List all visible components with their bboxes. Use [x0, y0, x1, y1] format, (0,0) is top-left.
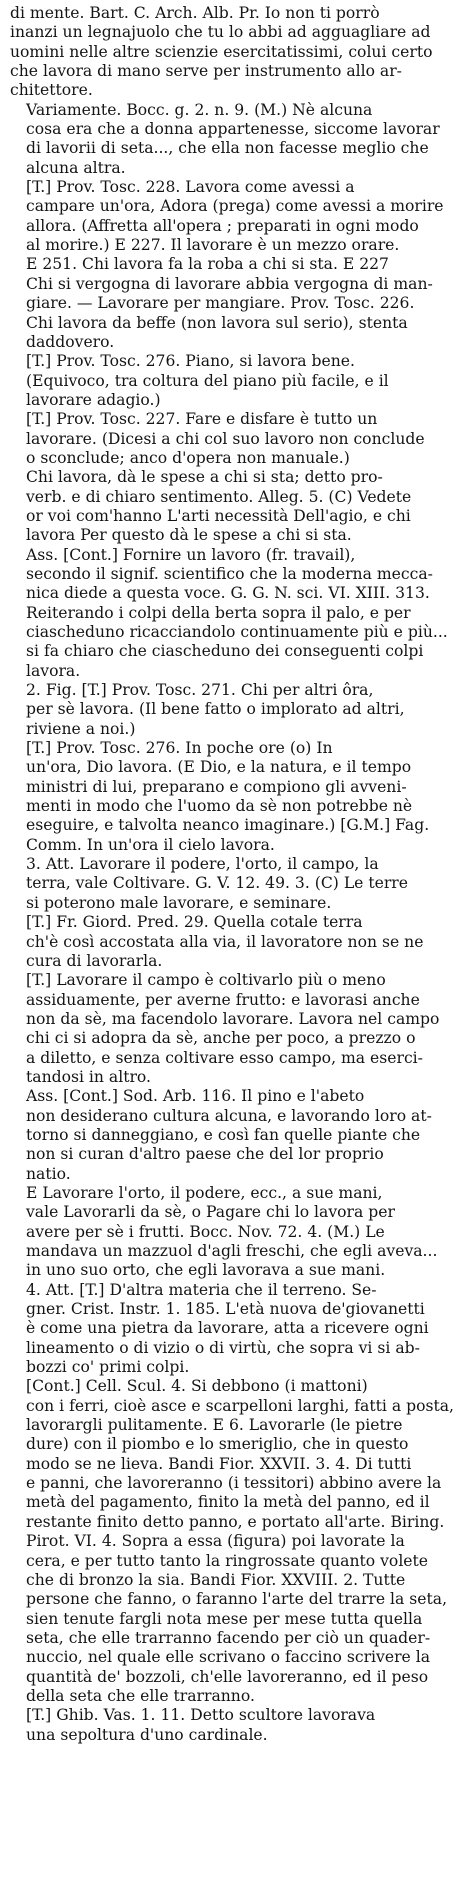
text-line: Chi lavora da beffe (non lavora sul serio), stenta	[26, 313, 408, 332]
text-line: campare un'ora, Adora (prega) come avessi a morire	[26, 197, 444, 216]
text-line: E 251. Chi lavora fa la roba a chi si sta. E 227	[26, 255, 389, 274]
text-line: lavora Per questo dà le spese a chi si sta.	[26, 526, 352, 545]
text-line: gner. Crist. Instr. 1. 185. L'età nuova de'giovanetti	[26, 1300, 425, 1319]
text-line: Reiterando i colpi della berta sopra il palo, e per	[26, 603, 411, 622]
dictionary-paragraph	[10, 178, 462, 352]
text-line: non da sè, ma facendolo lavorare. Lavora nel campo	[26, 1009, 440, 1028]
dictionary-paragraph	[10, 352, 462, 410]
text-line: che lavora di mano serve per instrumento allo ar-	[10, 62, 402, 81]
text-line: menti in modo che l'uomo da sè non potrebbe nè	[26, 797, 413, 816]
dictionary-paragraph	[10, 468, 462, 545]
text-line: mandava un mazzuol d'agli freschi, che egli aveva...	[26, 1242, 438, 1260]
text-line: a diletto, e senza coltivare esso campo, ma eserci-	[26, 1048, 423, 1067]
text-line: è come una pietra da lavorare, atta a ricevere ogni	[26, 1319, 429, 1338]
text-line: chi ci si adopra da sè, anche per poco, a prezzo o	[26, 1029, 416, 1048]
text-line: assiduamente, per averne frutto: e lavorasi anche	[26, 990, 420, 1009]
text-line: sien tenute fargli nota mese per mese tutta quella	[26, 1609, 423, 1628]
text-line: seta, che elle trarranno facendo per ciò un quader-	[26, 1628, 431, 1647]
text-line: non si curan d'altro paese che del lor proprio	[26, 1145, 384, 1164]
text-line: ch'è così accostata alla via, il lavoratore non se ne	[26, 932, 424, 951]
text-line: allora. (Affretta all'opera ; preparati in ogni modo	[26, 216, 419, 235]
text-line: or voi com'hanno L'arti necessità Dell'agio, e chi	[26, 506, 411, 525]
text-line: in uno suo orto, che egli lavorava a sue mani.	[26, 1261, 386, 1280]
text-line: Pirot. VI. 4. Sopra a essa (figura) poi lavorate la	[26, 1532, 405, 1551]
dictionary-paragraph	[10, 4, 462, 101]
text-line: [T.] Lavorare il campo è coltivarlo più o meno	[26, 971, 386, 990]
text-line: lavorargli pulitamente. E 6. Lavorarle (le pietre	[26, 1416, 403, 1435]
text-line: secondo il signif. scientifico che la moderna mecca-	[26, 564, 433, 583]
text-line: ministri di lui, preparano e compiono gli avveni-	[26, 777, 407, 796]
text-line: terra, vale Coltivare. G. V. 12. 49. 3. (C) Le terre	[26, 874, 408, 893]
text-line: 4. Att. [T.] D'altra materia che il terreno. Se-	[26, 1280, 377, 1299]
dictionary-paragraph	[10, 1087, 462, 1184]
text-line: al morire.) E 227. Il lavorare è un mezzo orare.	[26, 236, 400, 255]
text-line: [Cont.] Cell. Scul. 4. Si debbono (i mattoni)	[26, 1377, 368, 1396]
text-line: [T.] Prov. Tosc. 228. Lavora come avessi a	[26, 178, 355, 197]
text-line: per sè lavora. (Il bene fatto o implorato ad altri,	[26, 700, 405, 719]
text-line: eseguire, e talvolta neanco imaginare.) [G.M.] Fag.	[26, 816, 430, 835]
text-line: lavorare. (Dicesi a chi col suo lavoro non conclude	[26, 429, 425, 448]
text-line: nuccio, nel quale elle scrivano o faccino scrivere la	[26, 1648, 431, 1667]
text-line: natio.	[26, 1164, 71, 1183]
dictionary-paragraph	[10, 1281, 462, 1378]
text-line: 2. Fig. [T.] Prov. Tosc. 271. Chi per altri ôra,	[26, 681, 374, 700]
text-line: torno si danneggiano, e così fan quelle piante che	[26, 1125, 421, 1144]
text-line: verb. e di chiaro sentimento. Alleg. 5. (C) Vedete	[26, 487, 412, 506]
text-line: alcuna altra.	[26, 158, 126, 177]
text-line: persone che fanno, o faranno l'arte del trarre la seta,	[26, 1590, 448, 1609]
text-line: avere per sè i frutti. Bocc. Nov. 72. 4. (M.) Le	[26, 1222, 385, 1241]
text-line: modo se ne lieva. Bandi Fior. XXVII. 3. 4. Di tutti	[26, 1454, 412, 1473]
text-line: chitettore.	[10, 81, 93, 100]
text-line: si poterono male lavorare, e seminare.	[26, 893, 332, 912]
text-line: dure) con il piombo e lo smeriglio, che in questo	[26, 1435, 409, 1454]
text-line: metà del pagamento, finito la metà del panno, ed il	[26, 1493, 430, 1512]
text-line: lavora.	[26, 661, 81, 680]
text-line: restante finito detto panno, e portato all'arte. Biring.	[26, 1512, 445, 1531]
text-line: (Equivoco, tra coltura del piano più facile, e il	[26, 371, 389, 390]
dictionary-paragraph	[10, 101, 462, 178]
text-line: inanzi un legnajuolo che tu lo abbi ad agguagliare ad	[10, 23, 431, 42]
text-line: tandosi in altro.	[26, 1067, 151, 1086]
text-line: o sconclude; anco d'opera non manuale.)	[26, 448, 350, 467]
text-line: Ass. [Cont.] Sod. Arb. 116. Il pino e l'abeto	[26, 1087, 365, 1106]
text-line: con i ferri, cioè asce e scarpelloni larghi, fatti a posta,	[26, 1396, 454, 1415]
text-line: cosa era che a donna appartenesse, siccome lavorar	[26, 120, 440, 139]
text-line: bozzi co' primi colpi.	[26, 1358, 190, 1377]
text-line: [T.] Prov. Tosc. 227. Fare e disfare è tutto un	[26, 410, 378, 429]
text-line: [T.] Prov. Tosc. 276. Piano, si lavora bene.	[26, 352, 355, 371]
text-line: Chi si vergogna di lavorare abbia vergogna di man-	[26, 274, 433, 293]
text-line: vale Lavorarli da sè, o Pagare chi lo lavora per	[26, 1203, 395, 1222]
text-line: non desiderano cultura alcuna, e lavorando loro at-	[26, 1106, 432, 1125]
text-line: si fa chiaro che ciascheduno dei conseguenti colpi	[26, 642, 424, 661]
text-line: lavorare adagio.)	[26, 390, 161, 409]
text-line: di mente. Bart. C. Arch. Alb. Pr. Io non ti porrò	[10, 4, 380, 22]
text-line: lineamento o di vizio o di virtù, che sopra vi si ab-	[26, 1338, 420, 1357]
text-line: daddovero.	[26, 332, 115, 351]
dictionary-paragraph	[10, 681, 462, 739]
text-line: una sepoltura d'uno cardinale.	[26, 1725, 268, 1744]
text-line: [T.] Prov. Tosc. 276. In poche ore (o) In	[26, 739, 333, 758]
text-line: cera, e per tutto tanto la ringrossate quanto volete	[26, 1551, 429, 1570]
text-line: [T.] Ghib. Vas. 1. 11. Detto scultore lavorava	[26, 1706, 376, 1725]
dictionary-paragraph	[10, 913, 462, 971]
text-line: giare. — Lavorare per mangiare. Prov. Tosc. 226.	[26, 294, 415, 313]
text-line: ciascheduno ricacciandolo continuamente più e più...	[26, 623, 448, 641]
text-line: della seta che elle trarranno.	[26, 1686, 255, 1705]
text-line: 3. Att. Lavorare il podere, l'orto, il campo, la	[26, 855, 379, 874]
text-line: Variamente. Bocc. g. 2. n. 9. (M.) Nè alcuna	[26, 100, 373, 119]
dictionary-paragraph	[10, 1706, 462, 1745]
text-line: nica diede a questa voce. G. G. N. sci. VI. XIII. 313.	[26, 584, 430, 603]
dictionary-paragraph	[10, 410, 462, 468]
text-line: Comm. In un'ora il cielo lavora.	[26, 835, 275, 854]
dictionary-paragraph	[10, 971, 462, 1087]
text-line: che di bronzo la sia. Bandi Fior. XXVIII. 2. Tutte	[26, 1570, 406, 1589]
text-line: Ass. [Cont.] Fornire un lavoro (fr. travail),	[26, 545, 356, 564]
dictionary-paragraph	[10, 1377, 462, 1706]
text-line: Chi lavora, dà le spese a chi si sta; detto pro-	[26, 468, 383, 487]
dictionary-paragraph	[10, 1184, 462, 1281]
text-line: e panni, che lavoreranno (i tessitori) abbino avere la	[26, 1474, 442, 1493]
dictionary-paragraph	[10, 546, 462, 681]
dictionary-paragraph	[10, 855, 462, 913]
text-line: riviene a noi.)	[26, 719, 136, 738]
text-line: quantità de' bozzoli, ch'elle lavoreranno, ed il peso	[26, 1667, 429, 1686]
text-line: E Lavorare l'orto, il podere, ecc., a sue mani,	[26, 1183, 383, 1202]
text-line: di lavorii di seta..., che ella non facesse meglio che	[26, 139, 429, 158]
text-line: uomini nelle altre scienzie esercitatissimi, colui certo	[10, 42, 433, 61]
dictionary-paragraph	[10, 739, 462, 855]
text-line: [T.] Fr. Giord. Pred. 29. Quella cotale terra	[26, 913, 363, 932]
text-line: un'ora, Dio lavora. (E Dio, e la natura, e il tempo	[26, 758, 412, 777]
text-line: cura di lavorarla.	[26, 951, 163, 970]
